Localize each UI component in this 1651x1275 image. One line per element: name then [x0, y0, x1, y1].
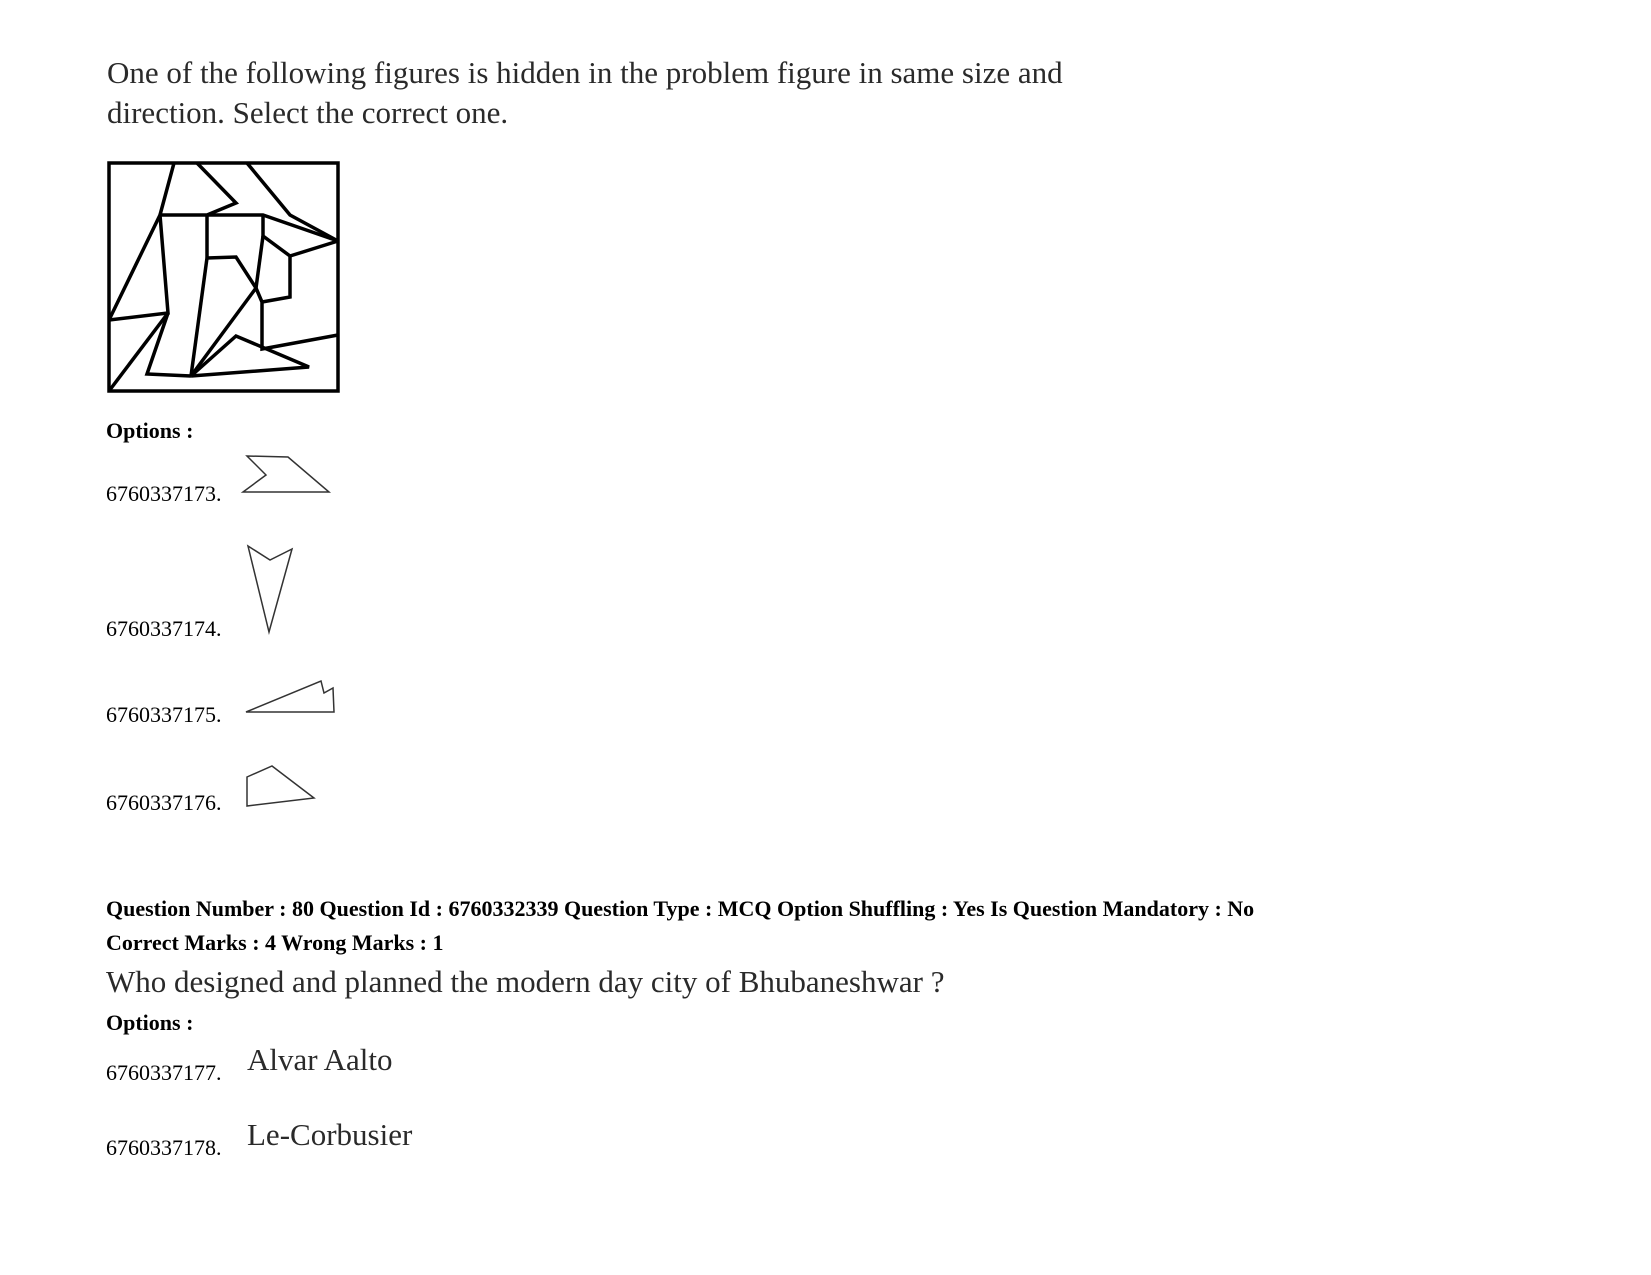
question-meta-line-2: Correct Marks : 4 Wrong Marks : 1: [106, 930, 444, 955]
option-text: Le-Corbusier: [247, 1117, 413, 1152]
options-label: Options :: [106, 418, 194, 443]
question-meta-line-1: Question Number : 80 Question Id : 6760332339 Question Type : MCQ Option Shuffling : Yes Is Question Mandatory : No: [106, 896, 1255, 921]
option-id: 6760337178.: [106, 1135, 222, 1160]
option-id: 6760337177.: [106, 1060, 222, 1085]
options-label: Options :: [106, 1010, 194, 1035]
option-id: 6760337173.: [106, 481, 222, 506]
question-text-line-1: One of the following figures is hidden in the problem figure in same size and: [107, 55, 1063, 90]
question-text-line-2: direction. Select the correct one.: [107, 95, 509, 130]
question-text: Who designed and planned the modern day city of Bhubaneshwar ?: [106, 964, 945, 999]
option-id: 6760337174.: [106, 616, 222, 641]
option-text: Alvar Aalto: [247, 1042, 393, 1077]
option-id: 6760337176.: [106, 790, 222, 815]
option-id: 6760337175.: [106, 702, 222, 727]
